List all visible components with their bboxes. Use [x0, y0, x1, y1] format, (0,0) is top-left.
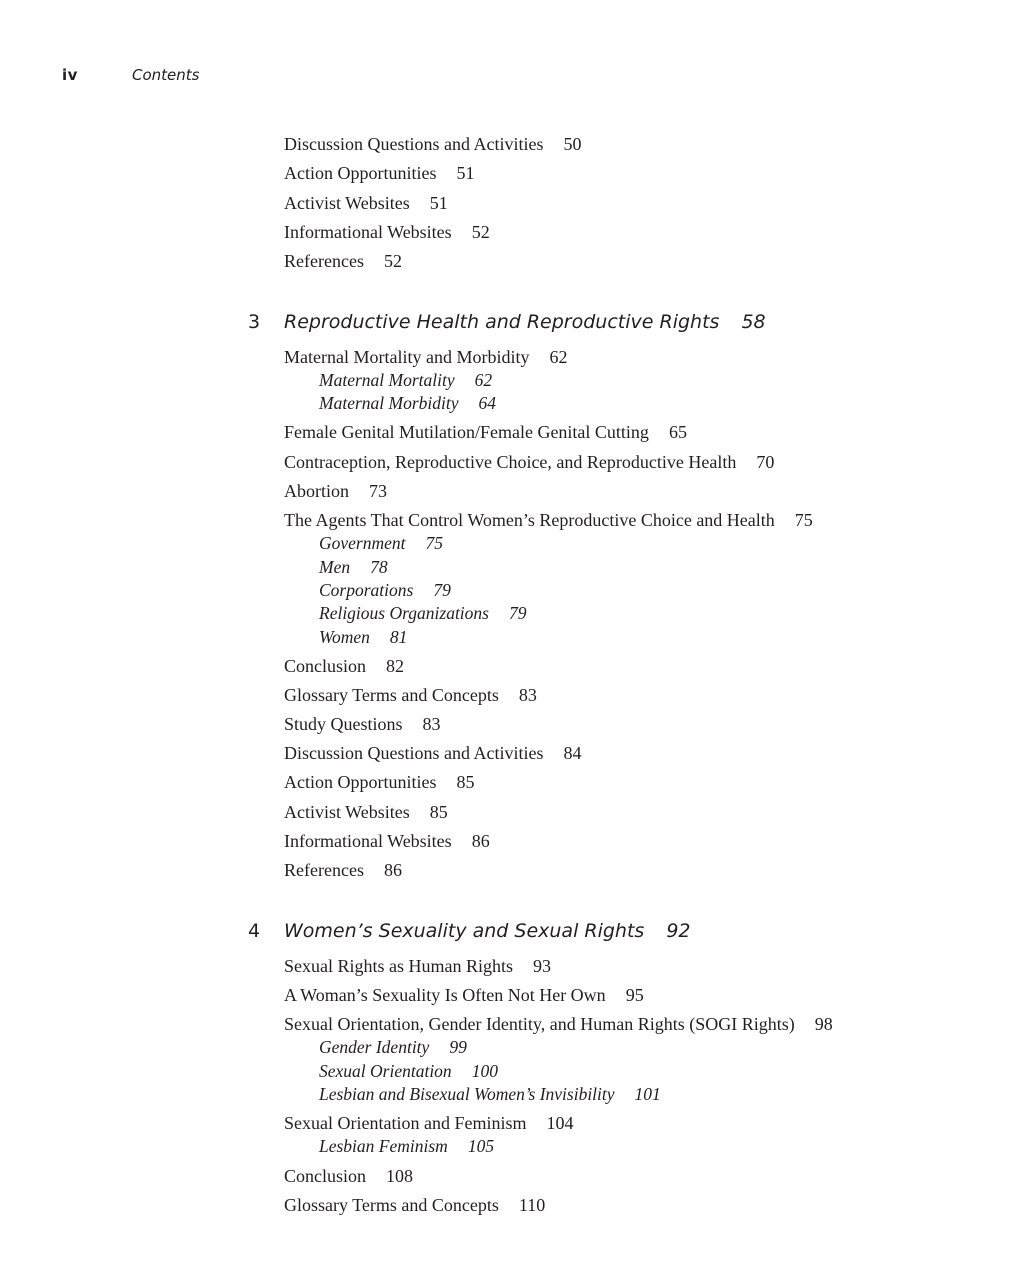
toc-subentry: Corporations 79 [319, 580, 451, 600]
toc-entry: Study Questions 83 [284, 714, 441, 734]
toc-entry: Informational Websites 52 [284, 222, 490, 242]
toc-entry: Contraception, Reproductive Choice, and Reproductive Health 70 [284, 452, 775, 472]
page-number: iv [62, 66, 78, 84]
toc-entry: Conclusion 108 [284, 1166, 414, 1186]
toc-entry: Action Opportunities 85 [284, 772, 475, 792]
toc-entry: References 86 [284, 860, 402, 880]
chapter-number: 3 [248, 311, 261, 333]
toc-entry: A Woman’s Sexuality Is Often Not Her Own 95 [284, 985, 644, 1005]
toc-entry: Sexual Orientation, Gender Identity, and Human Rights (SOGI Rights) 98 [284, 1014, 833, 1034]
chapter-title: Reproductive Health and Reproductive Rights 58 [284, 311, 766, 333]
chapter-title: Women’s Sexuality and Sexual Rights 92 [284, 920, 691, 942]
toc-entry: Sexual Rights as Human Rights 93 [284, 956, 551, 976]
toc-subentry: Religious Organizations 79 [319, 603, 527, 623]
toc-subentry: Maternal Morbidity 64 [319, 393, 496, 413]
toc-entry: Activist Websites 51 [284, 193, 448, 213]
toc-subentry: Maternal Mortality 62 [319, 370, 493, 390]
toc-subentry: Lesbian Feminism 105 [319, 1136, 495, 1156]
toc-entry: Discussion Questions and Activities 50 [284, 134, 582, 154]
toc-entry: The Agents That Control Women’s Reproductive Choice and Health 75 [284, 510, 813, 530]
toc-entry: Action Opportunities 51 [284, 163, 475, 183]
toc-entry: Conclusion 82 [284, 656, 405, 676]
toc-entry: Female Genital Mutilation/Female Genital Cutting 65 [284, 422, 687, 442]
toc-subentry: Government 75 [319, 533, 444, 553]
running-head: Contents [132, 66, 200, 84]
toc-entry: Glossary Terms and Concepts 83 [284, 685, 537, 705]
toc-entry: Glossary Terms and Concepts 110 [284, 1195, 546, 1215]
toc-entry: Activist Websites 85 [284, 802, 448, 822]
toc-subentry: Sexual Orientation 100 [319, 1061, 498, 1081]
toc-entry: Abortion 73 [284, 481, 387, 501]
toc-entry: Informational Websites 86 [284, 831, 490, 851]
toc-subentry: Lesbian and Bisexual Women’s Invisibility 101 [319, 1084, 661, 1104]
toc-subentry: Men 78 [319, 557, 388, 577]
toc-entry: Maternal Mortality and Morbidity 62 [284, 347, 568, 367]
toc-subentry: Gender Identity 99 [319, 1037, 467, 1057]
toc-subentry: Women 81 [319, 627, 408, 647]
toc-entry: References 52 [284, 251, 402, 271]
toc-entry: Discussion Questions and Activities 84 [284, 743, 582, 763]
chapter-number: 4 [248, 920, 261, 942]
toc-entry: Sexual Orientation and Feminism 104 [284, 1113, 574, 1133]
